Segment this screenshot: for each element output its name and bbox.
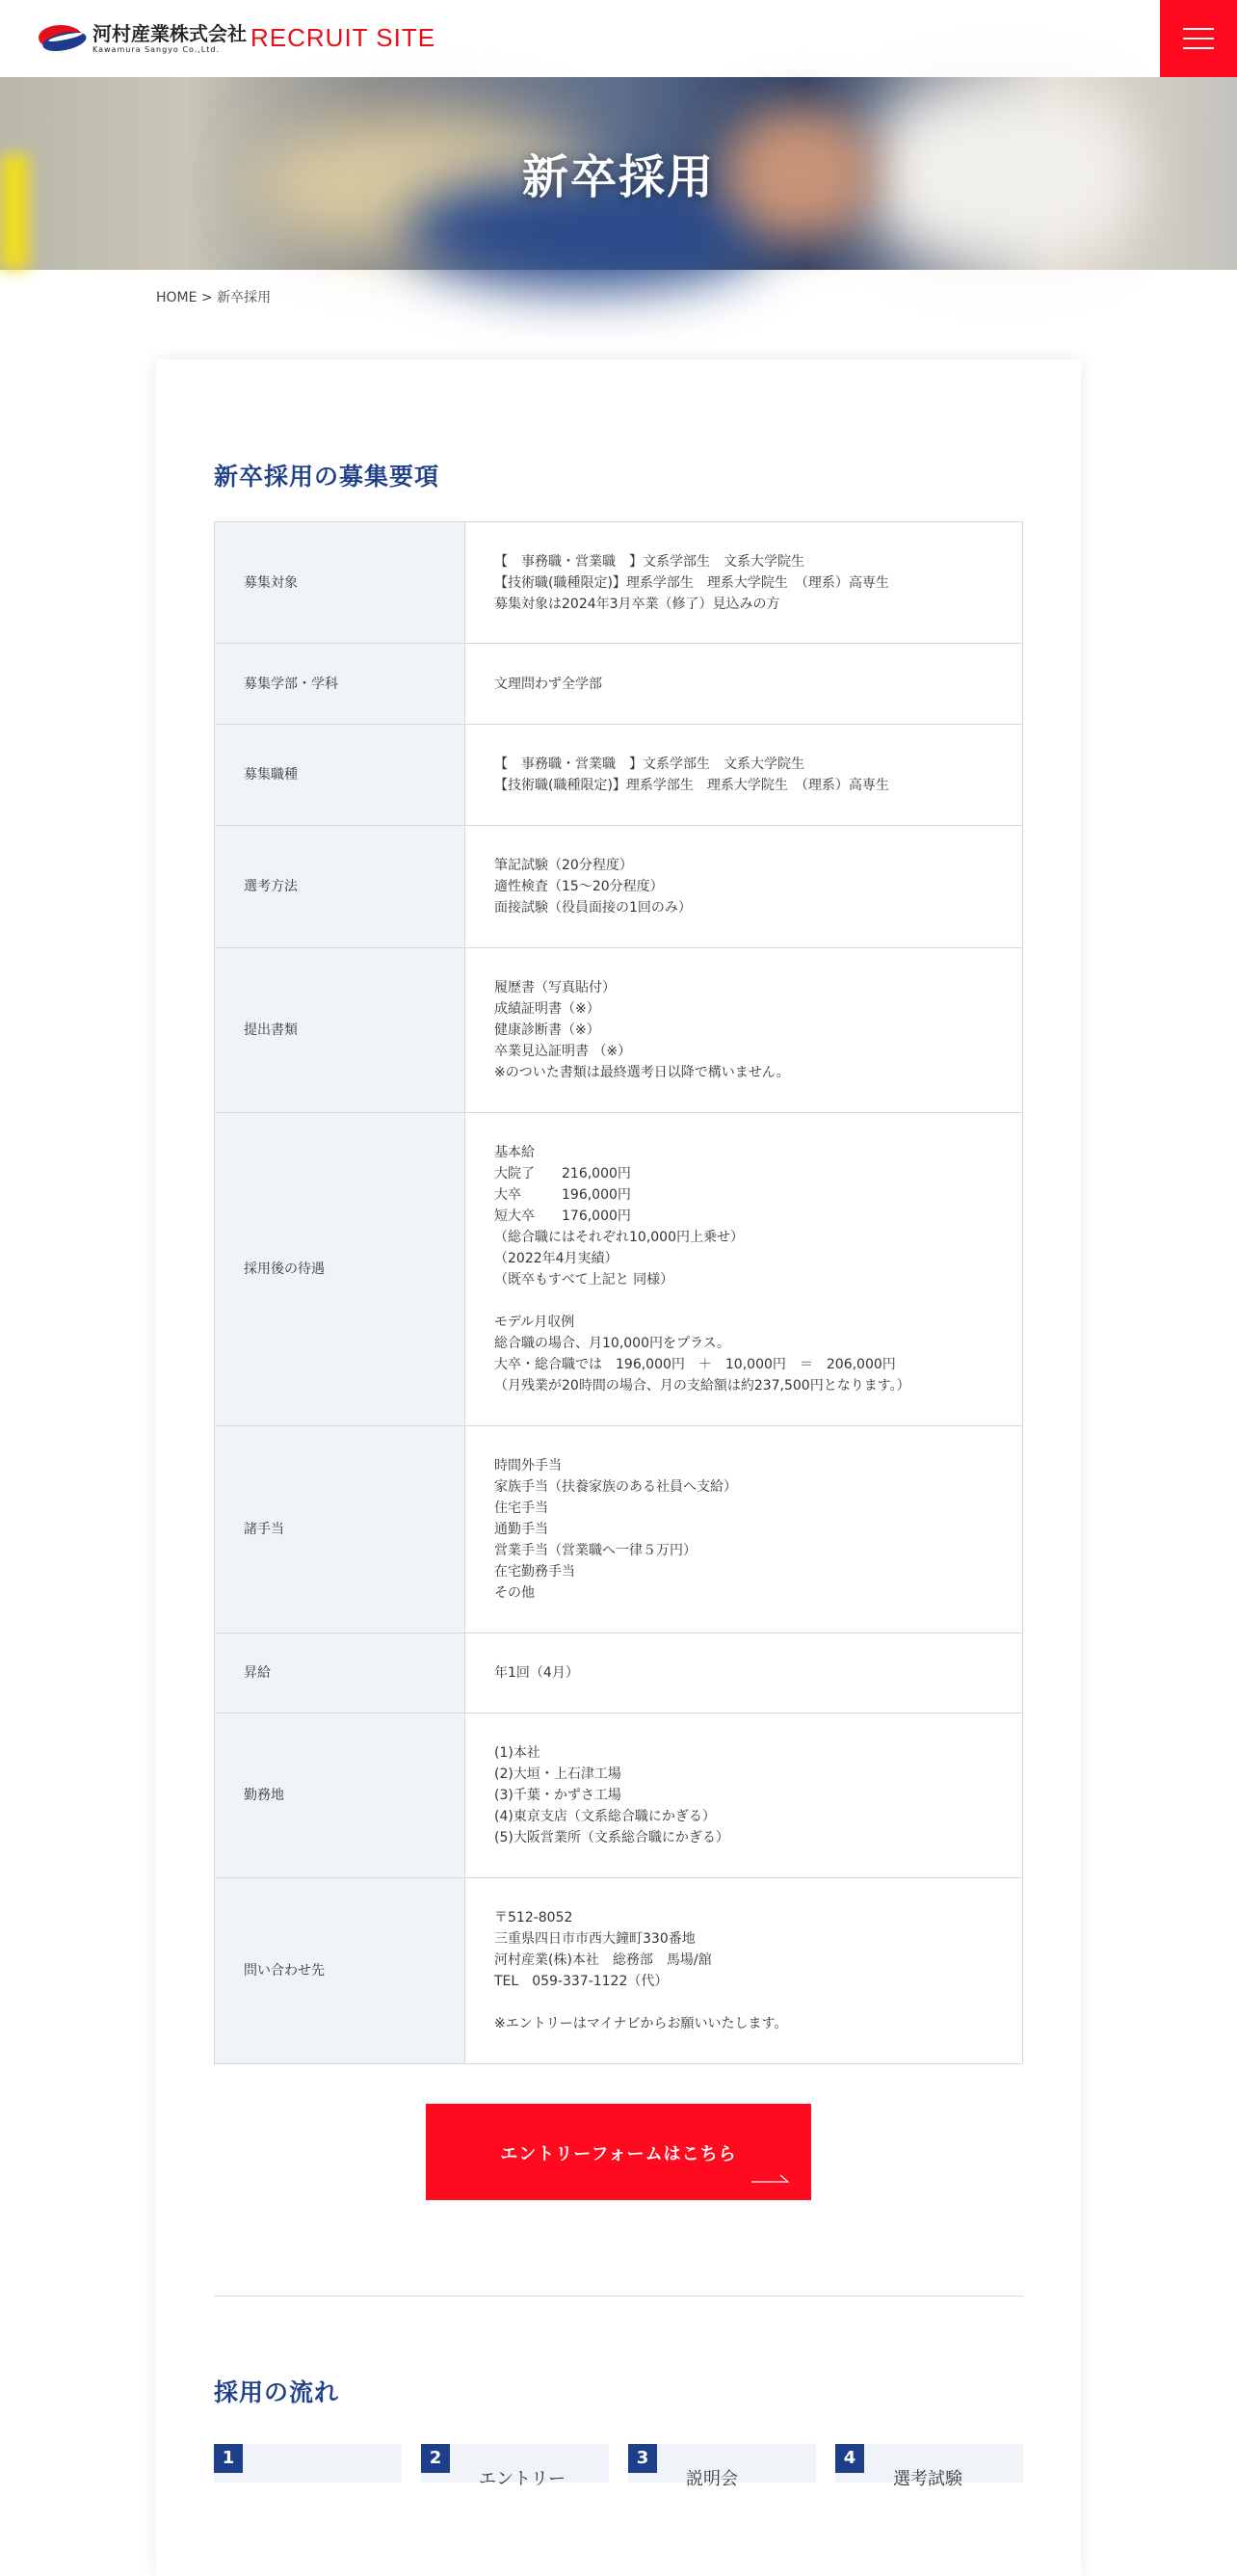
table-row: [215, 644, 1023, 725]
row-value: 年1回（4月）: [465, 1633, 1023, 1713]
table-row: [215, 1633, 1023, 1713]
table-row: [215, 948, 1023, 1113]
hamburger-menu-button[interactable]: [1160, 0, 1237, 77]
requirements-table: [214, 521, 1023, 2064]
row-value: 【 事務職・営業職 】文系学部生 文系大学院生 【技術職(職種限定)】理系学部生 理系大学院生 （理系）高専生 募集対象は2024年3月卒業（修了）見込みの方: [465, 522, 1023, 644]
breadcrumb[interactable]: HOME > 新卒採用: [156, 290, 272, 305]
row-value: 〒512-8052 三重県四日市市西大鐘町330番地 河村産業(株)本社 総務部 馬場/舘 TEL 059-337-1122（代） ※エントリーはマイナビからお願いいたします。: [465, 1878, 1023, 2064]
step-label: エントリー: [479, 2469, 566, 2489]
row-label: 諸手当: [215, 1426, 465, 1633]
table-row: [215, 1113, 1023, 1426]
row-label: 提出書類: [215, 948, 465, 1113]
row-label: 昇給: [215, 1633, 465, 1713]
site-header: [0, 0, 1237, 77]
flow-step: [421, 2444, 609, 2489]
requirements-title: 新卒採用の募集要項: [214, 463, 440, 491]
table-row: [215, 1713, 1023, 1878]
row-label: 募集対象: [215, 522, 465, 644]
row-value: 基本給 大院了 216,000円 大卒 196,000円 短大卒 176,000円 （総合職にはそれぞれ10,000円上乗せ） （2022年4月実績） （既卒もすべて上記と 同様） モデル月収例 総合職の場合、月10,000円をプラス。 大卒・総合職では 196,000円 ＋ 10,000円 ＝ 206,000円 （月残業が20時間の場合、月の支給額は約237,500円となります。）: [465, 1113, 1023, 1426]
row-label: 採用後の待遇: [215, 1113, 465, 1426]
row-value: 文理問わず全学部: [465, 644, 1023, 725]
step-label: 選考試験: [893, 2469, 962, 2489]
step-number: 1: [214, 2444, 243, 2473]
logo-mark-icon: [39, 21, 87, 56]
menu-icon: [1183, 28, 1214, 30]
row-value: 時間外手当 家族手当（扶養家族のある社員へ支給） 住宅手当 通勤手当 営業手当（営業職へ一律５万円） 在宅勤務手当 その他: [465, 1426, 1023, 1633]
flow-steps: [214, 2444, 1023, 2489]
row-value: 履歴書（写真貼付） 成績証明書（※） 健康診断書（※） 卒業見込証明書 （※） ※のついた書類は最終選考日以降で構いません。: [465, 948, 1023, 1113]
flow-step: [214, 2444, 402, 2483]
row-value: 【 事務職・営業職 】文系学部生 文系大学院生 【技術職(職種限定)】理系学部生 理系大学院生 （理系）高専生: [465, 725, 1023, 826]
menu-icon-line: [1183, 47, 1214, 49]
hero-banner: [0, 77, 1237, 270]
section-divider: [214, 2296, 1023, 2297]
table-row: [215, 1878, 1023, 2064]
flow-step: [628, 2444, 816, 2489]
content-card: [156, 359, 1081, 2576]
step-number: 3: [628, 2444, 657, 2473]
row-label: 募集職種: [215, 725, 465, 826]
step-number: 2: [421, 2444, 450, 2473]
page-title: 新卒採用: [521, 150, 715, 204]
row-value: 筆記試験（20分程度） 適性検査（15〜20分程度） 面接試験（役員面接の1回のみ）: [465, 826, 1023, 948]
step-label: 説明会: [686, 2469, 738, 2489]
arrow-right-icon: [751, 2173, 790, 2183]
row-value: (1)本社 (2)大垣・上石津工場 (3)千葉・かずさ工場 (4)東京支店（文系総合職にかぎる） (5)大阪営業所（文系総合職にかぎる）: [465, 1713, 1023, 1878]
flow-title: 採用の流れ: [214, 2378, 340, 2406]
row-label: 問い合わせ先: [215, 1878, 465, 2064]
table-row: [215, 725, 1023, 826]
row-label: 募集学部・学科: [215, 644, 465, 725]
table-row: [215, 1426, 1023, 1633]
flow-step: [835, 2444, 1023, 2489]
table-row: [215, 826, 1023, 948]
company-name-en: Kawamura Sangyo Co.,Ltd.: [92, 44, 220, 54]
row-label: 勤務地: [215, 1713, 465, 1878]
row-label: 選考方法: [215, 826, 465, 948]
menu-icon-line: [1183, 38, 1214, 40]
company-logo[interactable]: [39, 19, 247, 58]
entry-form-button[interactable]: [426, 2104, 811, 2200]
recruit-site-label[interactable]: RECRUIT SITE: [250, 23, 436, 52]
step-number: 4: [835, 2444, 864, 2473]
company-name: 河村産業株式会社: [92, 21, 247, 45]
entry-form-label: エントリーフォームはこちら: [500, 2144, 737, 2164]
table-row: [215, 522, 1023, 644]
